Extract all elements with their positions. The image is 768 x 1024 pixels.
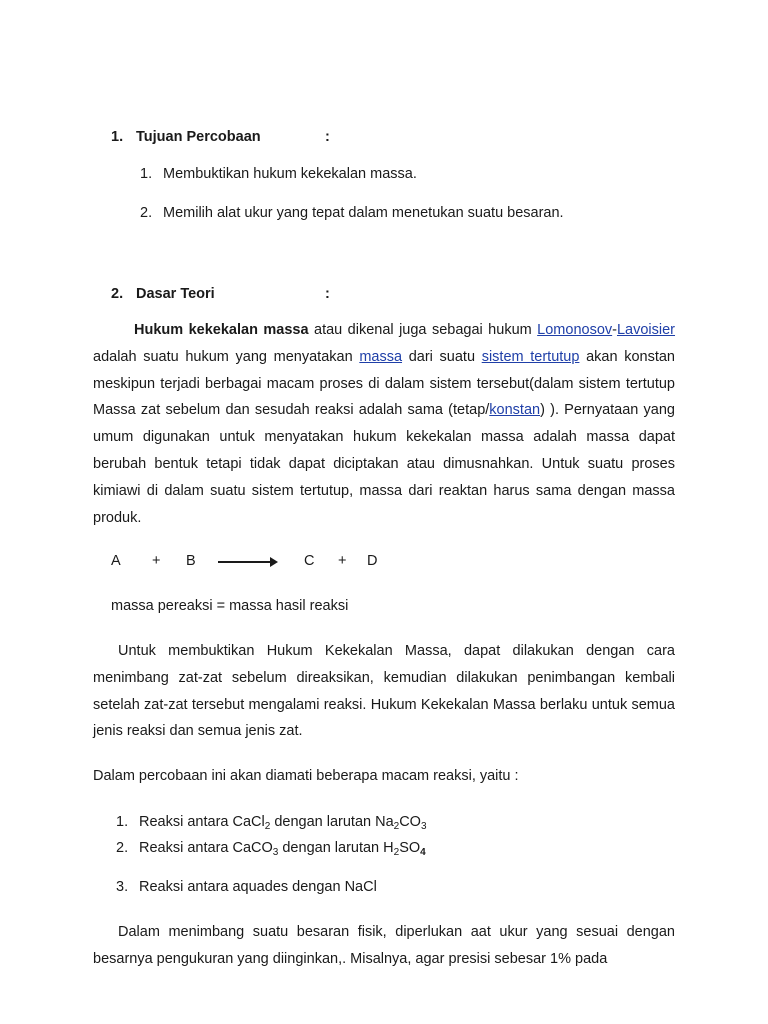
link-lavoisier[interactable]: Lavoisier bbox=[616, 322, 676, 338]
objective-number-1: 1. bbox=[140, 166, 153, 182]
paragraph-theory: Hukum kekekalan massa atau dikenal juga sebagai hukum Lomonosov-Lavoisier adalah suatu hukum yang menyatakan massa dari suatu sistem tertutup akan konstan meskipun terjadi berbagai macam proses di dalam sistem tersebut(dalam sistem tertutup Massa zat sebelum dan sesudah reaksi adalah sama (tetap/konstan) ). Pernyataan yang umum digunakan untuk menyatakan hukum kekekalan massa adalah massa dapat berubah bentuk tetapi tidak dapat diciptakan atau dimusnahkan. Untuk suatu proses kimiawi di dalam suatu sistem tertutup, massa dari reaktan harus sama dengan massa produk. bbox=[93, 322, 676, 526]
objective-text-1: Membuktikan hukum kekekalan massa. bbox=[163, 166, 417, 182]
bold-lead: Hukum kekekalan massa bbox=[134, 322, 309, 338]
link-lomonosov[interactable]: Lomonosov bbox=[537, 322, 613, 338]
reaction-item-3: Reaksi antara aquades dengan NaCl bbox=[139, 879, 377, 895]
link-konstan[interactable]: konstan bbox=[489, 402, 541, 419]
mass-equation-text: massa pereaksi = massa hasil reaksi bbox=[111, 598, 349, 614]
equation-plus-1: + bbox=[152, 553, 161, 569]
section1-number: 1. bbox=[111, 129, 124, 145]
equation-c: C bbox=[304, 553, 315, 569]
section1-title: Tujuan Percobaan bbox=[136, 129, 261, 145]
reactions-intro: Dalam percobaan ini akan diamati beberapa macam reaksi, yaitu : bbox=[93, 768, 519, 784]
equation-d: D bbox=[367, 553, 378, 569]
link-sistem-tertutup[interactable]: sistem tertutup bbox=[481, 348, 580, 365]
equation-b: B bbox=[186, 553, 196, 569]
reaction-arrow-icon bbox=[218, 561, 276, 563]
reaction-item-1: Reaksi antara CaCl$_2$ dengan larutan $Na_2CO_3$ bbox=[139, 814, 427, 832]
section2-title: Dasar Teori bbox=[136, 286, 215, 302]
section2-colon: : bbox=[325, 286, 330, 302]
reaction-number-2: 2. bbox=[116, 840, 129, 856]
objective-text-2: Memilih alat ukur yang tepat dalam menetukan suatu besaran. bbox=[163, 205, 564, 221]
paragraph-proof: Untuk membuktikan Hukum Kekekalan Massa, dapat dilakukan dengan cara menimbang zat-zat sebelum direaksikan, kemudian dilakukan penimbangan kembali setelah zat-zat tersebut mengalami reaksi. Hukum Kekekalan Massa berlaku untuk semua jenis reaksi dan semua jenis zat. bbox=[93, 643, 675, 740]
equation-a: A bbox=[111, 553, 121, 569]
reaction-number-3: 3. bbox=[116, 879, 129, 895]
reaction-number-1: 1. bbox=[116, 814, 129, 830]
link-massa[interactable]: massa bbox=[359, 348, 403, 365]
objective-number-2: 2. bbox=[140, 205, 153, 221]
reaction-item-2: Reaksi antara CaCO$_3$ dengan larutan $H_2SO_4$ bbox=[139, 840, 426, 858]
equation-plus-2: + bbox=[338, 553, 347, 569]
section1-colon: : bbox=[325, 129, 330, 145]
paragraph-measurement: Dalam menimbang suatu besaran fisik, diperlukan aat ukur yang sesuai dengan besarnya pengukuran yang diinginkan,. Misalnya, agar presisi sebesar 1% pada bbox=[93, 924, 675, 967]
section2-number: 2. bbox=[111, 286, 124, 302]
